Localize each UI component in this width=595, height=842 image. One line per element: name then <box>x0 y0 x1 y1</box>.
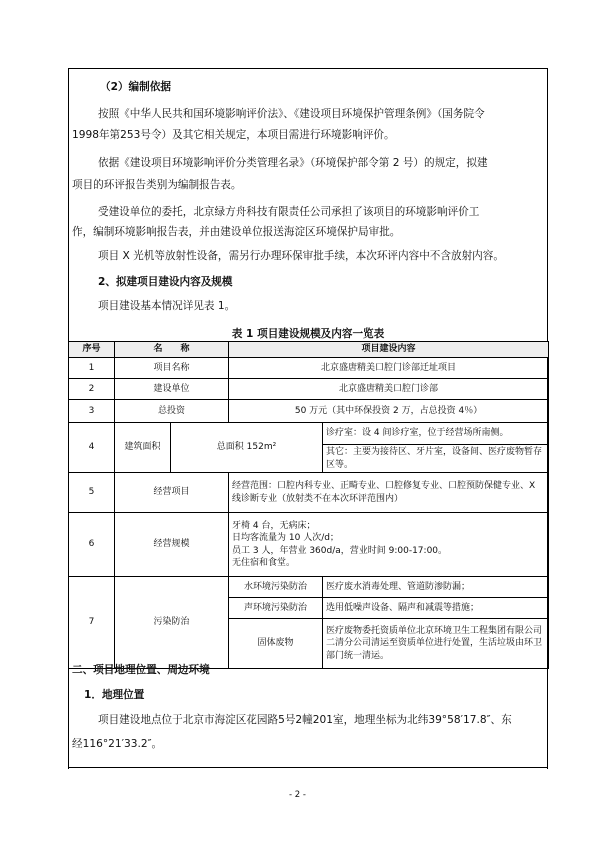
scale-line-1: 牙椅 4 台，无病床； <box>232 520 316 531</box>
water-label: 水环境污染防治 <box>229 577 323 598</box>
paragraph-2-line-2: 项目的环评报告类别为编制报告表。 <box>72 179 242 191</box>
scale-line-4: 无住宿和食堂。 <box>232 558 296 568</box>
section-basis-heading: （2）编制依据 <box>100 81 171 93</box>
clinic-cell: 诊疗室：设 4 间诊疗室，位于经营场所南侧。 <box>323 423 549 445</box>
scale-cell <box>229 513 549 577</box>
project-table <box>68 341 549 669</box>
noise-value: 选用低噪声设备、隔声和减震等措施； <box>323 598 549 619</box>
table-row <box>69 473 549 513</box>
paragraph-1-line-2: 1998年第253号令）及其它相关规定，本项目需进行环境影响评价。 <box>72 129 395 141</box>
paragraph-4: 项目 X 光机等放射性设备，需另行办理环保审批手续，本次环评内容中不含放射内容。 <box>98 250 504 262</box>
table-row <box>69 513 549 577</box>
section-scale-heading: 2、拟建项目建设内容及规模 <box>98 276 233 288</box>
scale-line-2: 日均客流量为 10 人次/d； <box>232 533 339 543</box>
page-frame-bottom <box>68 767 548 768</box>
noise-label: 声环境污染防治 <box>229 598 323 619</box>
water-value: 医疗废水消毒处理、管道防渗防漏； <box>323 577 549 598</box>
section-geo-heading: 二、项目地理位置、周边环境 <box>72 664 210 676</box>
table-row <box>69 379 549 400</box>
page-number: - 2 - <box>289 790 306 800</box>
scale-line-3: 员工 3 人，年营业 360d/a，营业时间 9:00-17:00。 <box>232 545 448 556</box>
subsection-location-heading: 1．地理位置 <box>84 689 145 701</box>
row-name: 经营项目 <box>115 473 229 513</box>
row-no: 3 <box>69 400 115 423</box>
table-row <box>69 577 549 598</box>
row-no: 5 <box>69 473 115 513</box>
row-content: 经营范围：口腔内科专业、正畸专业、口腔修复专业、口腔预防保健专业、X 线诊断专业（放射类不在本次环评范围内） <box>229 473 549 513</box>
header-name: 名 称 <box>115 342 229 358</box>
row-no: 4 <box>69 423 115 473</box>
other-cell: 其它：主要为接待区、牙片室，设备间、医疗废物暂存区等。 <box>323 445 549 473</box>
row-no: 6 <box>69 513 115 577</box>
row-name: 经营规模 <box>115 513 229 577</box>
table-row <box>69 358 549 379</box>
paragraph-3-line-2: 作，编制环境影响报告表，并由建设单位报送海淀区环境保护局审批。 <box>72 226 401 238</box>
paragraph-3-line-1: 受建设单位的委托，北京绿方舟科技有限责任公司承担了该项目的环境影响评价工 <box>98 206 480 218</box>
paragraph-5: 项目建设基本情况详见表 1。 <box>98 300 236 312</box>
paragraph-1-line-1: 按照《中华人民共和国环境影响评价法》、《建设项目环境保护管理条例》（国务院令 <box>98 108 485 120</box>
table-row <box>69 400 549 423</box>
row-content: 50 万元（其中环保投资 2 万，占总投资 4％） <box>229 400 549 423</box>
paragraph-6-line-2: 经116°21′33.2″。 <box>72 738 163 750</box>
row-no: 1 <box>69 358 115 379</box>
row-name: 总投资 <box>115 400 229 423</box>
header-content: 项目建设内容 <box>229 342 549 358</box>
area-cell: 总面积 152m² <box>171 423 323 473</box>
solid-label: 固体废物 <box>229 619 323 669</box>
row-name: 建设单位 <box>115 379 229 400</box>
paragraph-6-line-1: 项目建设地点位于北京市海淀区花园路5号2幢201室，地理坐标为北纬39°58′17.8″、东 <box>98 714 512 726</box>
header-no: 序号 <box>69 342 115 358</box>
row-content: 北京盛唐精美口腔门诊部迁址项目 <box>229 358 549 379</box>
row-no: 2 <box>69 379 115 400</box>
row-name: 污染防治 <box>115 577 229 669</box>
row-content: 北京盛唐精美口腔门诊部 <box>229 379 549 400</box>
table-row <box>69 423 549 445</box>
row-no: 7 <box>69 577 115 669</box>
solid-value: 医疗废物委托资质单位北京环境卫生工程集团有限公司二清分公司清运至资质单位进行处置，生活垃圾由环卫部门统一清运。 <box>323 619 549 669</box>
table-header-row <box>69 342 549 358</box>
row-name: 项目名称 <box>115 358 229 379</box>
row-name: 建筑面积 <box>115 423 171 473</box>
paragraph-2-line-1: 依据《建设项目环境影响评价分类管理名录》（环境保护部令第 2 号）的规定，拟建 <box>98 157 488 169</box>
table-caption: 表 1 项目建设规模及内容一览表 <box>231 328 385 340</box>
